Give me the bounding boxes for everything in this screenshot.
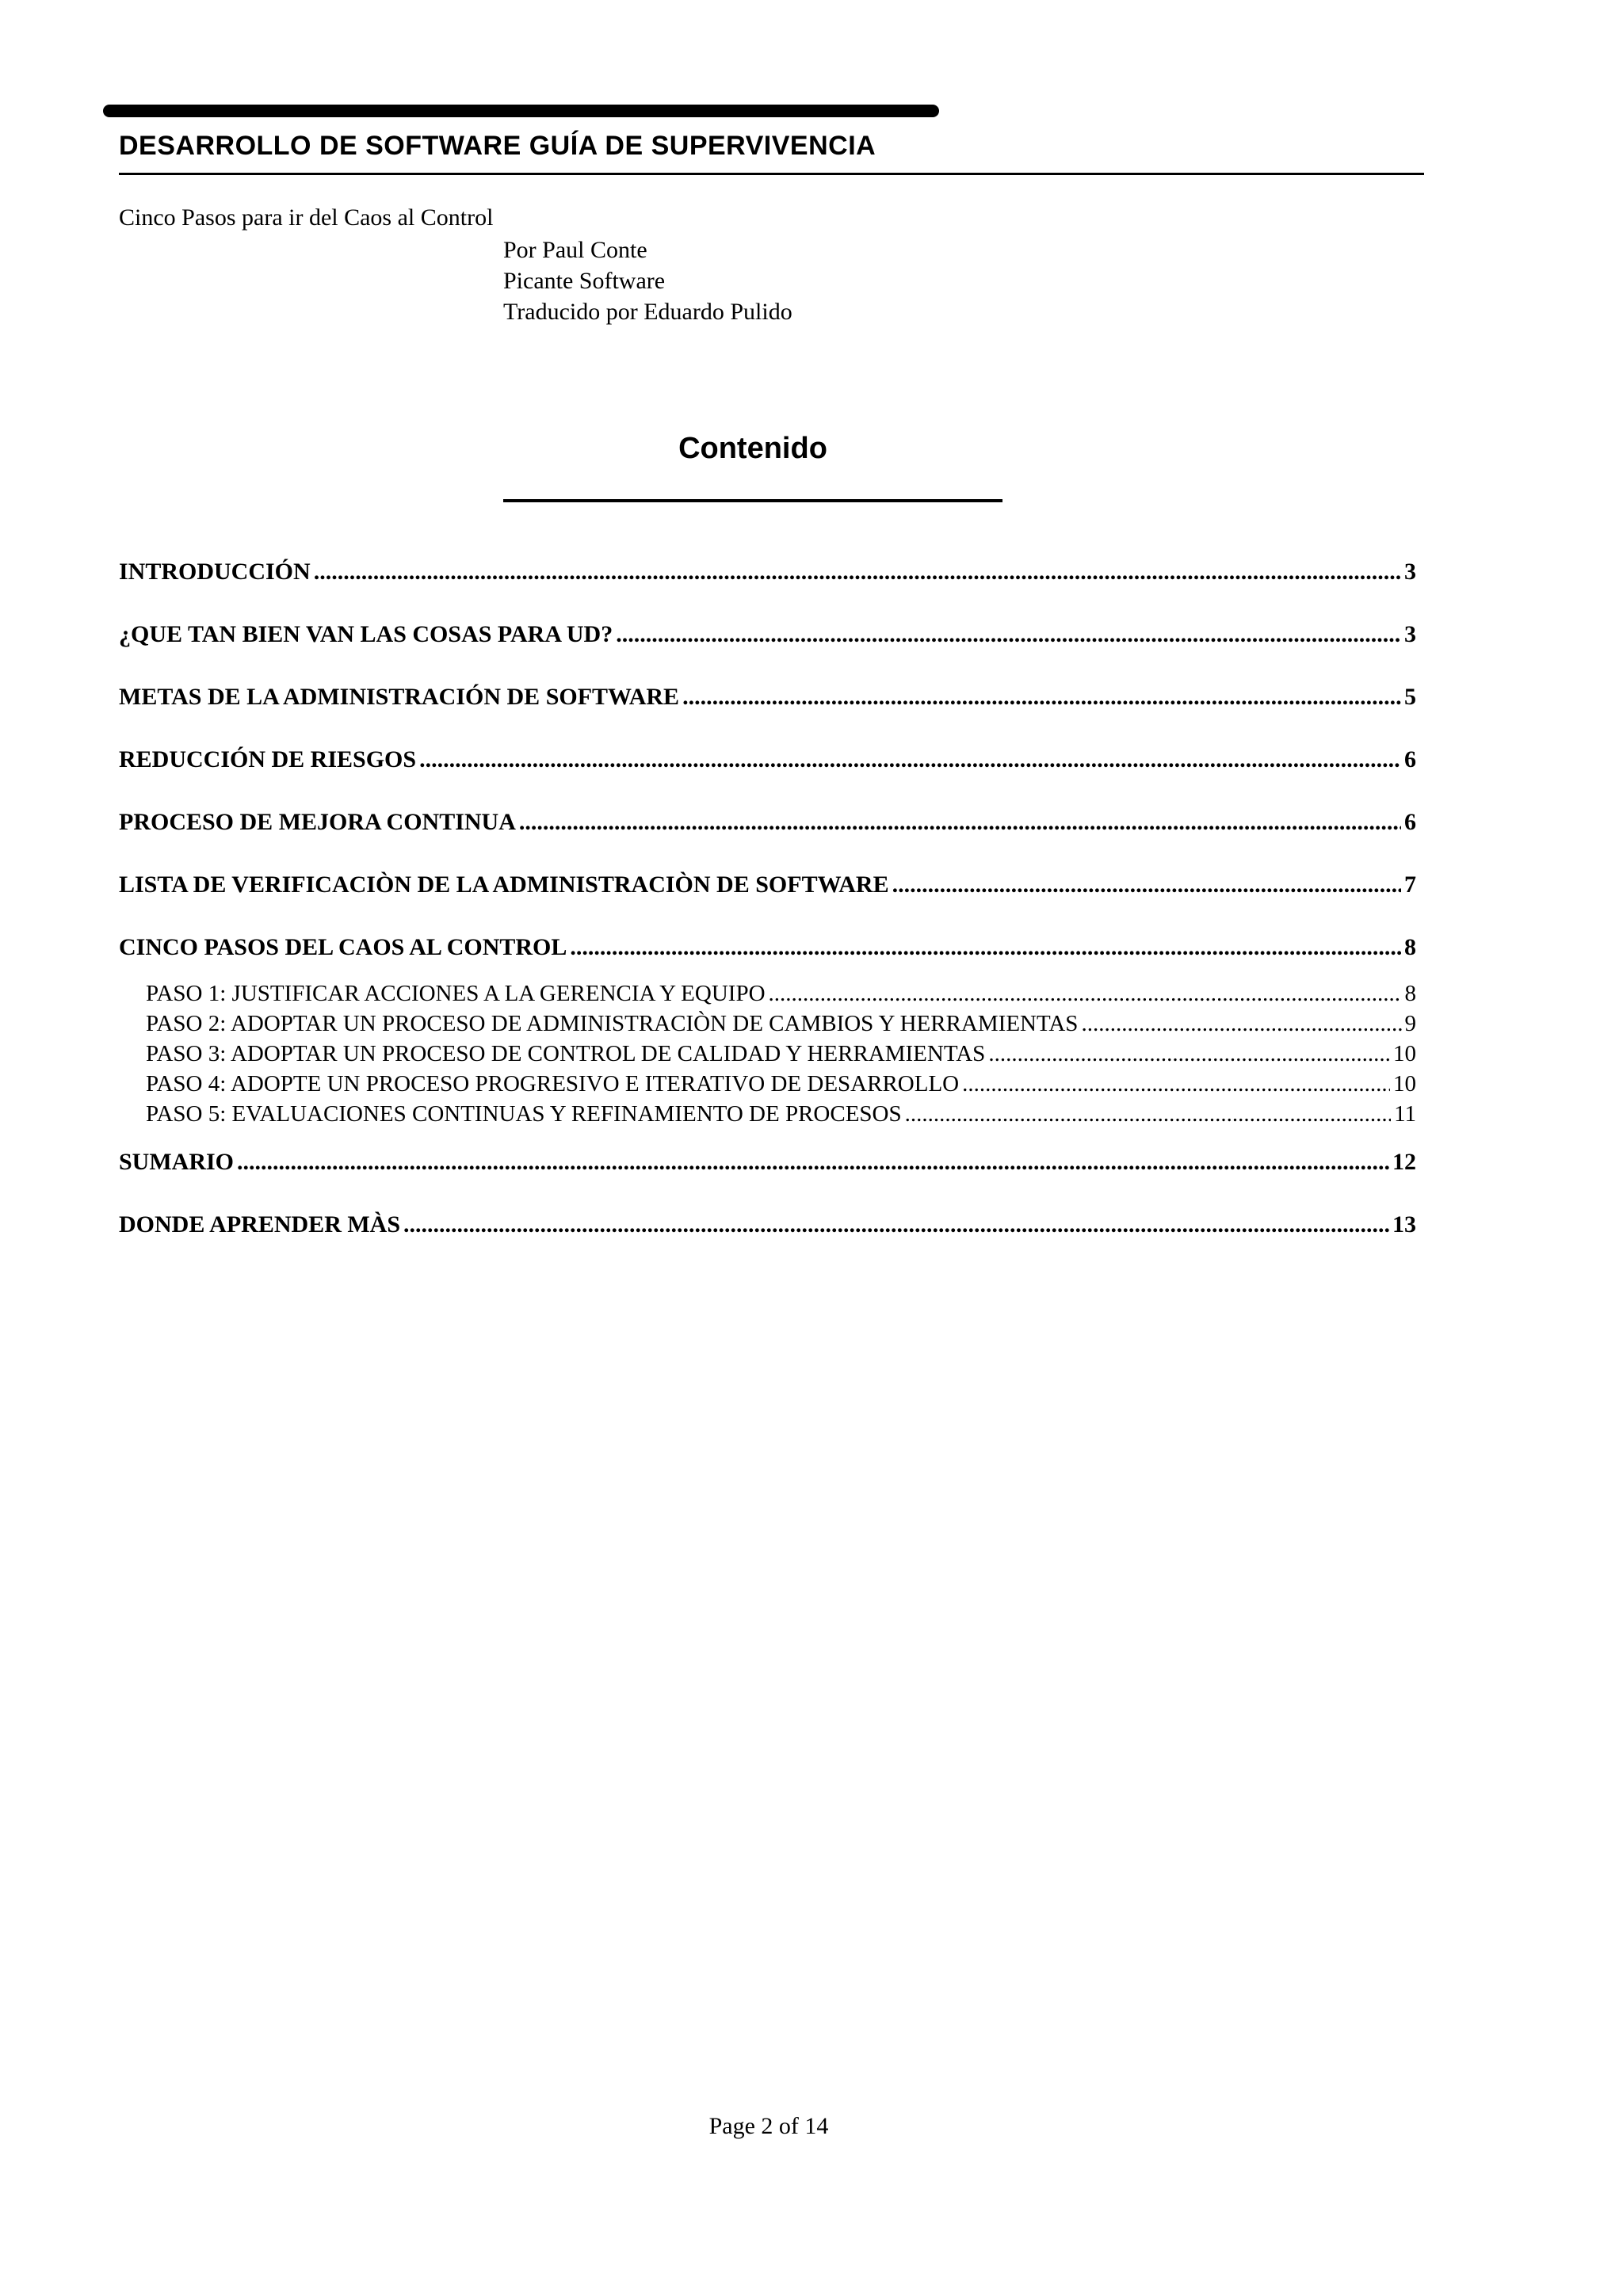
toc-entry-page: 10 (1393, 1071, 1416, 1097)
toc-entry-title: METAS DE LA ADMINISTRACIÓN DE SOFTWARE (119, 684, 680, 710)
toc-entry[interactable] (119, 1211, 1416, 1238)
toc-heading: Contenido (678, 432, 827, 465)
toc-subentry[interactable] (146, 981, 1416, 1007)
toc-entry-title: PASO 2: ADOPTAR UN PROCESO DE ADMINISTRACIÒN DE CAMBIOS Y HERRAMIENTAS (146, 1011, 1079, 1036)
toc-entry-page: 5 (1404, 684, 1416, 710)
toc-entry[interactable] (119, 1149, 1416, 1176)
toc-entry[interactable] (119, 871, 1416, 898)
toc-entry-page: 3 (1404, 559, 1416, 585)
toc-subentry[interactable] (146, 1011, 1416, 1037)
toc-entry-title: LISTA DE VERIFICACIÒN DE LA ADMINISTRACIÒN DE SOFTWARE (119, 871, 889, 898)
toc-entry-page: 3 (1404, 621, 1416, 647)
toc-entry-page: 6 (1404, 809, 1416, 835)
toc-subentry[interactable] (146, 1041, 1416, 1067)
header-divider (119, 173, 1424, 175)
toc-entry-title: INTRODUCCIÓN (119, 559, 311, 585)
toc-entry-title: PROCESO DE MEJORA CONTINUA (119, 809, 516, 835)
toc-heading-underline (503, 499, 1002, 502)
toc-entry-title: PASO 5: EVALUACIONES CONTINUAS Y REFINAMIENTO DE PROCESOS (146, 1101, 902, 1127)
toc-subentry[interactable] (146, 1101, 1416, 1127)
author-line: Por Paul Conte (503, 237, 647, 263)
toc-entry-page: 9 (1404, 1011, 1416, 1036)
toc-entry-page: 13 (1392, 1211, 1416, 1238)
toc-entry-title: PASO 3: ADOPTAR UN PROCESO DE CONTROL DE CALIDAD Y HERRAMIENTAS (146, 1041, 986, 1066)
toc-entry[interactable] (119, 621, 1416, 648)
toc-entry-title: PASO 4: ADOPTE UN PROCESO PROGRESIVO E ITERATIVO DE DESARROLLO (146, 1071, 960, 1097)
toc-entry[interactable] (119, 559, 1416, 585)
toc-entry-page: 6 (1404, 746, 1416, 772)
toc-entry-page: 8 (1404, 934, 1416, 960)
translator-line: Traducido por Eduardo Pulido (503, 299, 792, 325)
toc-entry-title: DONDE APRENDER MÀS (119, 1211, 401, 1238)
toc-entry-title: CINCO PASOS DEL CAOS AL CONTROL (119, 934, 567, 960)
company-line: Picante Software (503, 268, 666, 294)
toc-entry-title: SUMARIO (119, 1149, 235, 1175)
document-credits (503, 235, 792, 327)
page-number-footer: Page 2 of 14 (708, 2113, 829, 2139)
toc-entry-page: 10 (1393, 1041, 1416, 1066)
toc-entry[interactable] (119, 809, 1416, 836)
toc-entry-page: 11 (1394, 1101, 1416, 1127)
toc-entry-title: PASO 1: JUSTIFICAR ACCIONES A LA GERENCIA Y EQUIPO (146, 981, 766, 1006)
document-header-title: DESARROLLO DE SOFTWARE GUÍA DE SUPERVIVENCIA (119, 131, 876, 161)
header-decorative-bar (103, 105, 939, 117)
toc-entry[interactable] (119, 684, 1416, 711)
toc-subentry[interactable] (146, 1071, 1416, 1097)
toc-entry-page: 12 (1392, 1149, 1416, 1175)
toc-entry-page: 8 (1404, 981, 1416, 1006)
toc-entry-title: ¿QUE TAN BIEN VAN LAS COSAS PARA UD? (119, 621, 613, 647)
toc-entry[interactable] (119, 746, 1416, 773)
toc-entry-page: 7 (1404, 871, 1416, 898)
toc-entry[interactable] (119, 934, 1416, 961)
toc-entry-title: REDUCCIÓN DE RIESGOS (119, 746, 417, 772)
document-subtitle: Cinco Pasos para ir del Caos al Control (119, 204, 494, 231)
